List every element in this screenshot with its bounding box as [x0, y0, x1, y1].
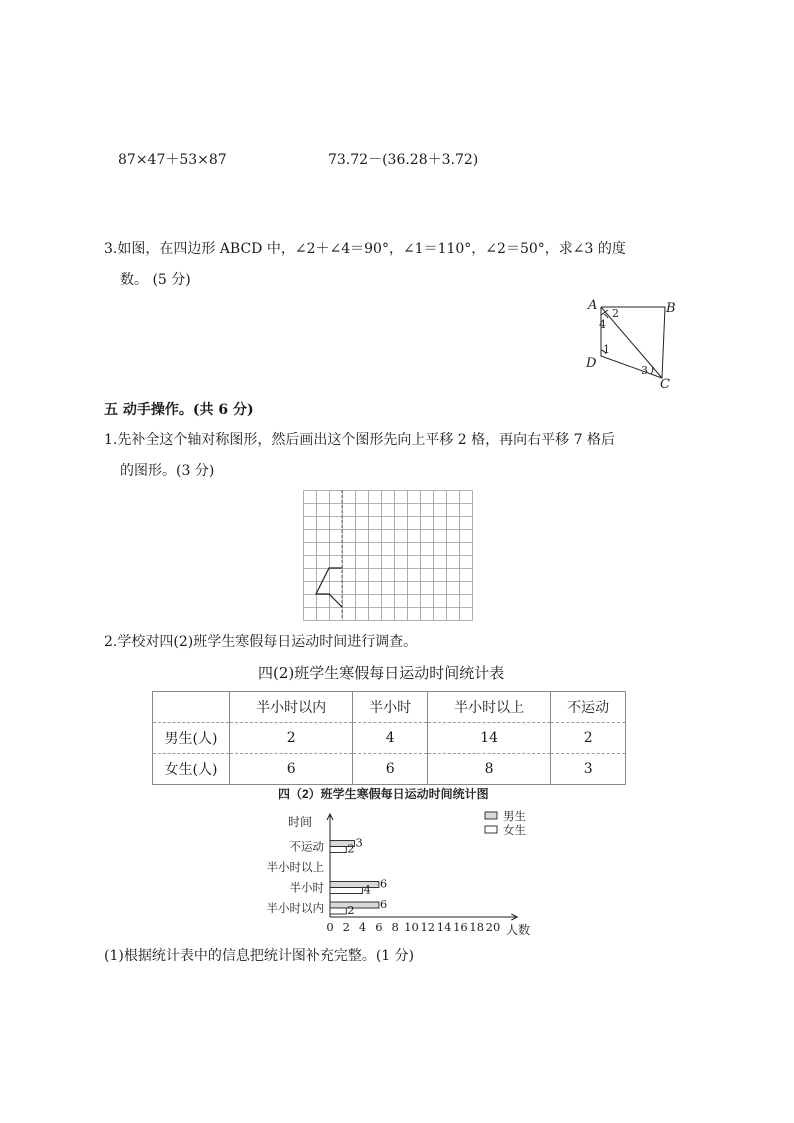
x-tick-label: 8: [391, 920, 399, 934]
section-5-q1-line1: 1.先补全这个轴对称图形，然后画出这个图形先向上平移 2 格，再向右平移 7 格后: [104, 432, 615, 448]
table-title: 四(2)班学生寒假每日运动时间统计表: [258, 664, 505, 682]
vertex-d: D: [586, 356, 597, 371]
bar-girls: [330, 847, 346, 853]
angle-2-label: 2: [612, 307, 619, 320]
legend-swatch: [485, 812, 497, 819]
x-tick-label: 2: [342, 920, 350, 934]
given-shape: [316, 568, 342, 607]
section-5-q1-line2: 的图形。(3 分): [120, 463, 215, 479]
bar-girls: [330, 908, 346, 914]
section-5-heading: 五 动手操作。(共 6 分): [104, 402, 254, 418]
table-cell: 4: [353, 723, 428, 754]
y-axis-label: 时间: [288, 815, 313, 829]
section-5-q2-line: 2.学校对四(2)班学生寒假每日运动时间进行调查。: [104, 634, 418, 650]
vertex-c: C: [660, 377, 670, 392]
table-header-cell: 半小时: [353, 692, 428, 723]
category-label: 半小时以内: [266, 901, 324, 915]
angle-3-label: 3: [641, 364, 648, 377]
quadrilateral-figure: [578, 292, 688, 392]
vertex-b: B: [666, 301, 676, 316]
x-tick-label: 0: [326, 920, 334, 934]
table-cell: 2: [230, 723, 353, 754]
vertex-a: A: [588, 298, 598, 313]
stats-table: [152, 691, 626, 785]
bar-value-label: 2: [347, 841, 355, 856]
table-header-row: [153, 692, 626, 723]
angle-4-label: 4: [599, 318, 606, 331]
question-3-line1: 3.如图，在四边形 ABCD 中，∠2＋∠4＝90°，∠1＝110°，∠2＝50°，求∠3 的度: [104, 241, 626, 257]
expression-1: 87×47＋53×87: [118, 152, 227, 168]
category-label: 半小时以上: [266, 860, 324, 874]
bar-girls: [330, 888, 363, 894]
row-label: 女生(人): [153, 754, 230, 785]
table-cell: 6: [230, 754, 353, 785]
x-tick-label: 12: [420, 920, 436, 934]
table-header-cell: 半小时以内: [230, 692, 353, 723]
table-cell: 14: [427, 723, 550, 754]
table-row: [153, 754, 626, 785]
question-3-line2: 数。 (5 分): [120, 272, 191, 288]
x-tick-label: 20: [485, 920, 501, 934]
table-header-cell: 半小时以上: [427, 692, 550, 723]
bar-chart: [238, 784, 548, 940]
table-cell: 2: [551, 723, 626, 754]
chart-title: 四（2）班学生寒假每日运动时间统计图: [278, 787, 489, 801]
bar-value-label: 6: [379, 897, 388, 911]
table-row: [153, 723, 626, 754]
angle-1-label: 1: [603, 343, 610, 356]
table-cell: 3: [551, 754, 626, 785]
x-tick-label: 4: [358, 920, 367, 934]
legend-label: 女生: [503, 823, 526, 837]
table-cell: 8: [427, 754, 550, 785]
table-header-cell: [153, 692, 230, 723]
x-tick-label: 14: [436, 920, 452, 934]
legend-swatch: [485, 826, 497, 833]
table-header-cell: 不运动: [551, 692, 626, 723]
bar-value-label: 2: [347, 903, 355, 917]
x-axis-label: 人数: [506, 923, 531, 937]
x-tick-label: 10: [404, 920, 419, 934]
bar-value-label: 3: [355, 835, 363, 850]
sub-question-1: (1)根据统计表中的信息把统计图补充完整。(1 分): [104, 948, 415, 964]
category-label: 不运动: [289, 839, 324, 854]
bar-value-label: 4: [363, 882, 371, 897]
grid-figure: [303, 490, 475, 622]
category-label: 半小时: [289, 880, 324, 895]
bar-value-label: 6: [379, 876, 388, 891]
x-tick-label: 16: [453, 920, 468, 934]
x-tick-label: 6: [375, 920, 383, 934]
x-tick-label: 18: [469, 920, 485, 934]
expression-2: 73.72－(36.28＋3.72): [328, 152, 479, 168]
bar-boys: [330, 882, 379, 888]
table-cell: 6: [353, 754, 428, 785]
row-label: 男生(人): [153, 723, 230, 754]
legend-label: 男生: [503, 809, 526, 823]
